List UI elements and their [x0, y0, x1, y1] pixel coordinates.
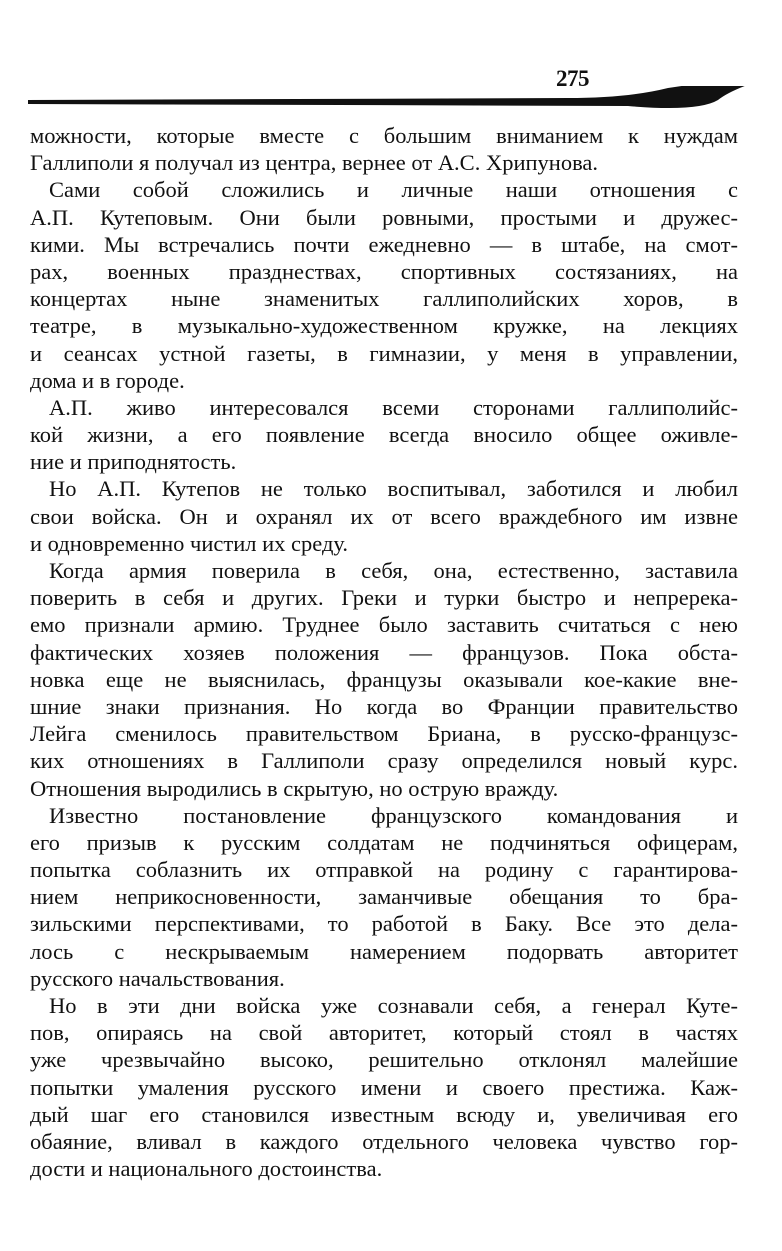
text-line: концертах ныне знаменитых галлиполийских хоров, в — [30, 286, 738, 312]
text-line: Но в эти дни войска уже сознавали себя, а генерал Куте- — [49, 993, 738, 1018]
text-line: дый шаг его становился известным всюду и, увеличивая его — [30, 1101, 738, 1127]
text-line: театре, в музыкально-художественном кружке, на лекциях — [30, 313, 738, 339]
text-line: дости и национального достоинства. — [30, 1156, 383, 1182]
text-line: новка еще не выяснилась, французы оказывали кое-какие вне- — [30, 666, 738, 692]
text-line: Галлиполи я получал из центра, вернее от А.С. Хрипунова. — [30, 150, 599, 176]
text-line: нием неприкосновенности, заманчивые обещания то бра- — [30, 884, 738, 910]
text-line: обаяние, вливал в каждого отдельного человека чувство гор- — [30, 1128, 738, 1154]
text-line: фактических хозяев положения — французов. Пока обста- — [30, 639, 738, 665]
text-line: Известно постановление французского командования и — [49, 802, 738, 828]
text-line: кой жизни, а его появление всегда вносило общее оживле- — [30, 422, 738, 448]
text-line: А.П. Кутеповым. Они были ровными, простыми и дружес- — [30, 204, 738, 230]
text-line: лось с нескрываемым намерением подорвать авторитет — [30, 938, 738, 964]
text-line: русского начальствования. — [30, 965, 285, 991]
text-line: кими. Мы встречались почти ежедневно — в штабе, на смот- — [30, 231, 738, 257]
text-line: уже чрезвычайно высоко, решительно отклонял малейшие — [30, 1047, 738, 1073]
text-line: Но А.П. Кутепов не только воспитывал, заботился и любил — [49, 476, 738, 502]
text-line: и одновременно чистил их среду. — [30, 530, 349, 556]
body-text — [30, 122, 738, 1182]
text-line: шние знаки признания. Но когда во Франции правительство — [30, 693, 738, 719]
text-line: свои войска. Он и охранял их от всего враждебного им извне — [30, 503, 738, 529]
text-line: его призыв к русским солдатам не подчиняться офицерам, — [30, 829, 738, 855]
text-line: дома и в городе. — [30, 367, 185, 393]
text-line: попытки умаления русского имени и своего престижа. Каж- — [30, 1074, 738, 1100]
text-line: и сеансах устной газеты, в гимназии, у меня в управлении, — [30, 340, 738, 366]
text-line: поверить в себя и других. Греки и турки быстро и непререка- — [30, 585, 738, 611]
text-line: можности, которые вместе с большим вниманием к нуждам — [30, 123, 738, 148]
text-line: Когда армия поверила в себя, она, естественно, заставила — [49, 558, 738, 583]
text-line: Сами собой сложились и личные наши отношения с — [49, 177, 738, 203]
text-line: попытка соблазнить их отправкой на родину с гарантирова- — [30, 857, 738, 883]
text-line: емо признали армию. Труднее было заставить считаться с нею — [30, 612, 738, 638]
text-line: рах, военных празднествах, спортивных состязаниях, на — [30, 258, 738, 284]
text-line: зильскими перспективами, то работой в Баку. Все это дела- — [30, 911, 738, 937]
text-line: Отношения выродились в скрытую, но острую вражду. — [30, 775, 559, 801]
text-line: пов, опираясь на свой авторитет, который стоял в частях — [30, 1020, 738, 1046]
text-line: А.П. живо интересовался всеми сторонами галлиполийс- — [49, 394, 738, 420]
text-line: ких отношениях в Галлиполи сразу определился новый курс. — [30, 748, 738, 774]
page-number: 275 — [556, 66, 589, 91]
text-line: Лейга сменилось правительством Бриана, в русско-французс- — [30, 721, 738, 747]
text-line: ние и приподнятость. — [30, 449, 237, 475]
header-rule-ornament — [28, 86, 758, 116]
